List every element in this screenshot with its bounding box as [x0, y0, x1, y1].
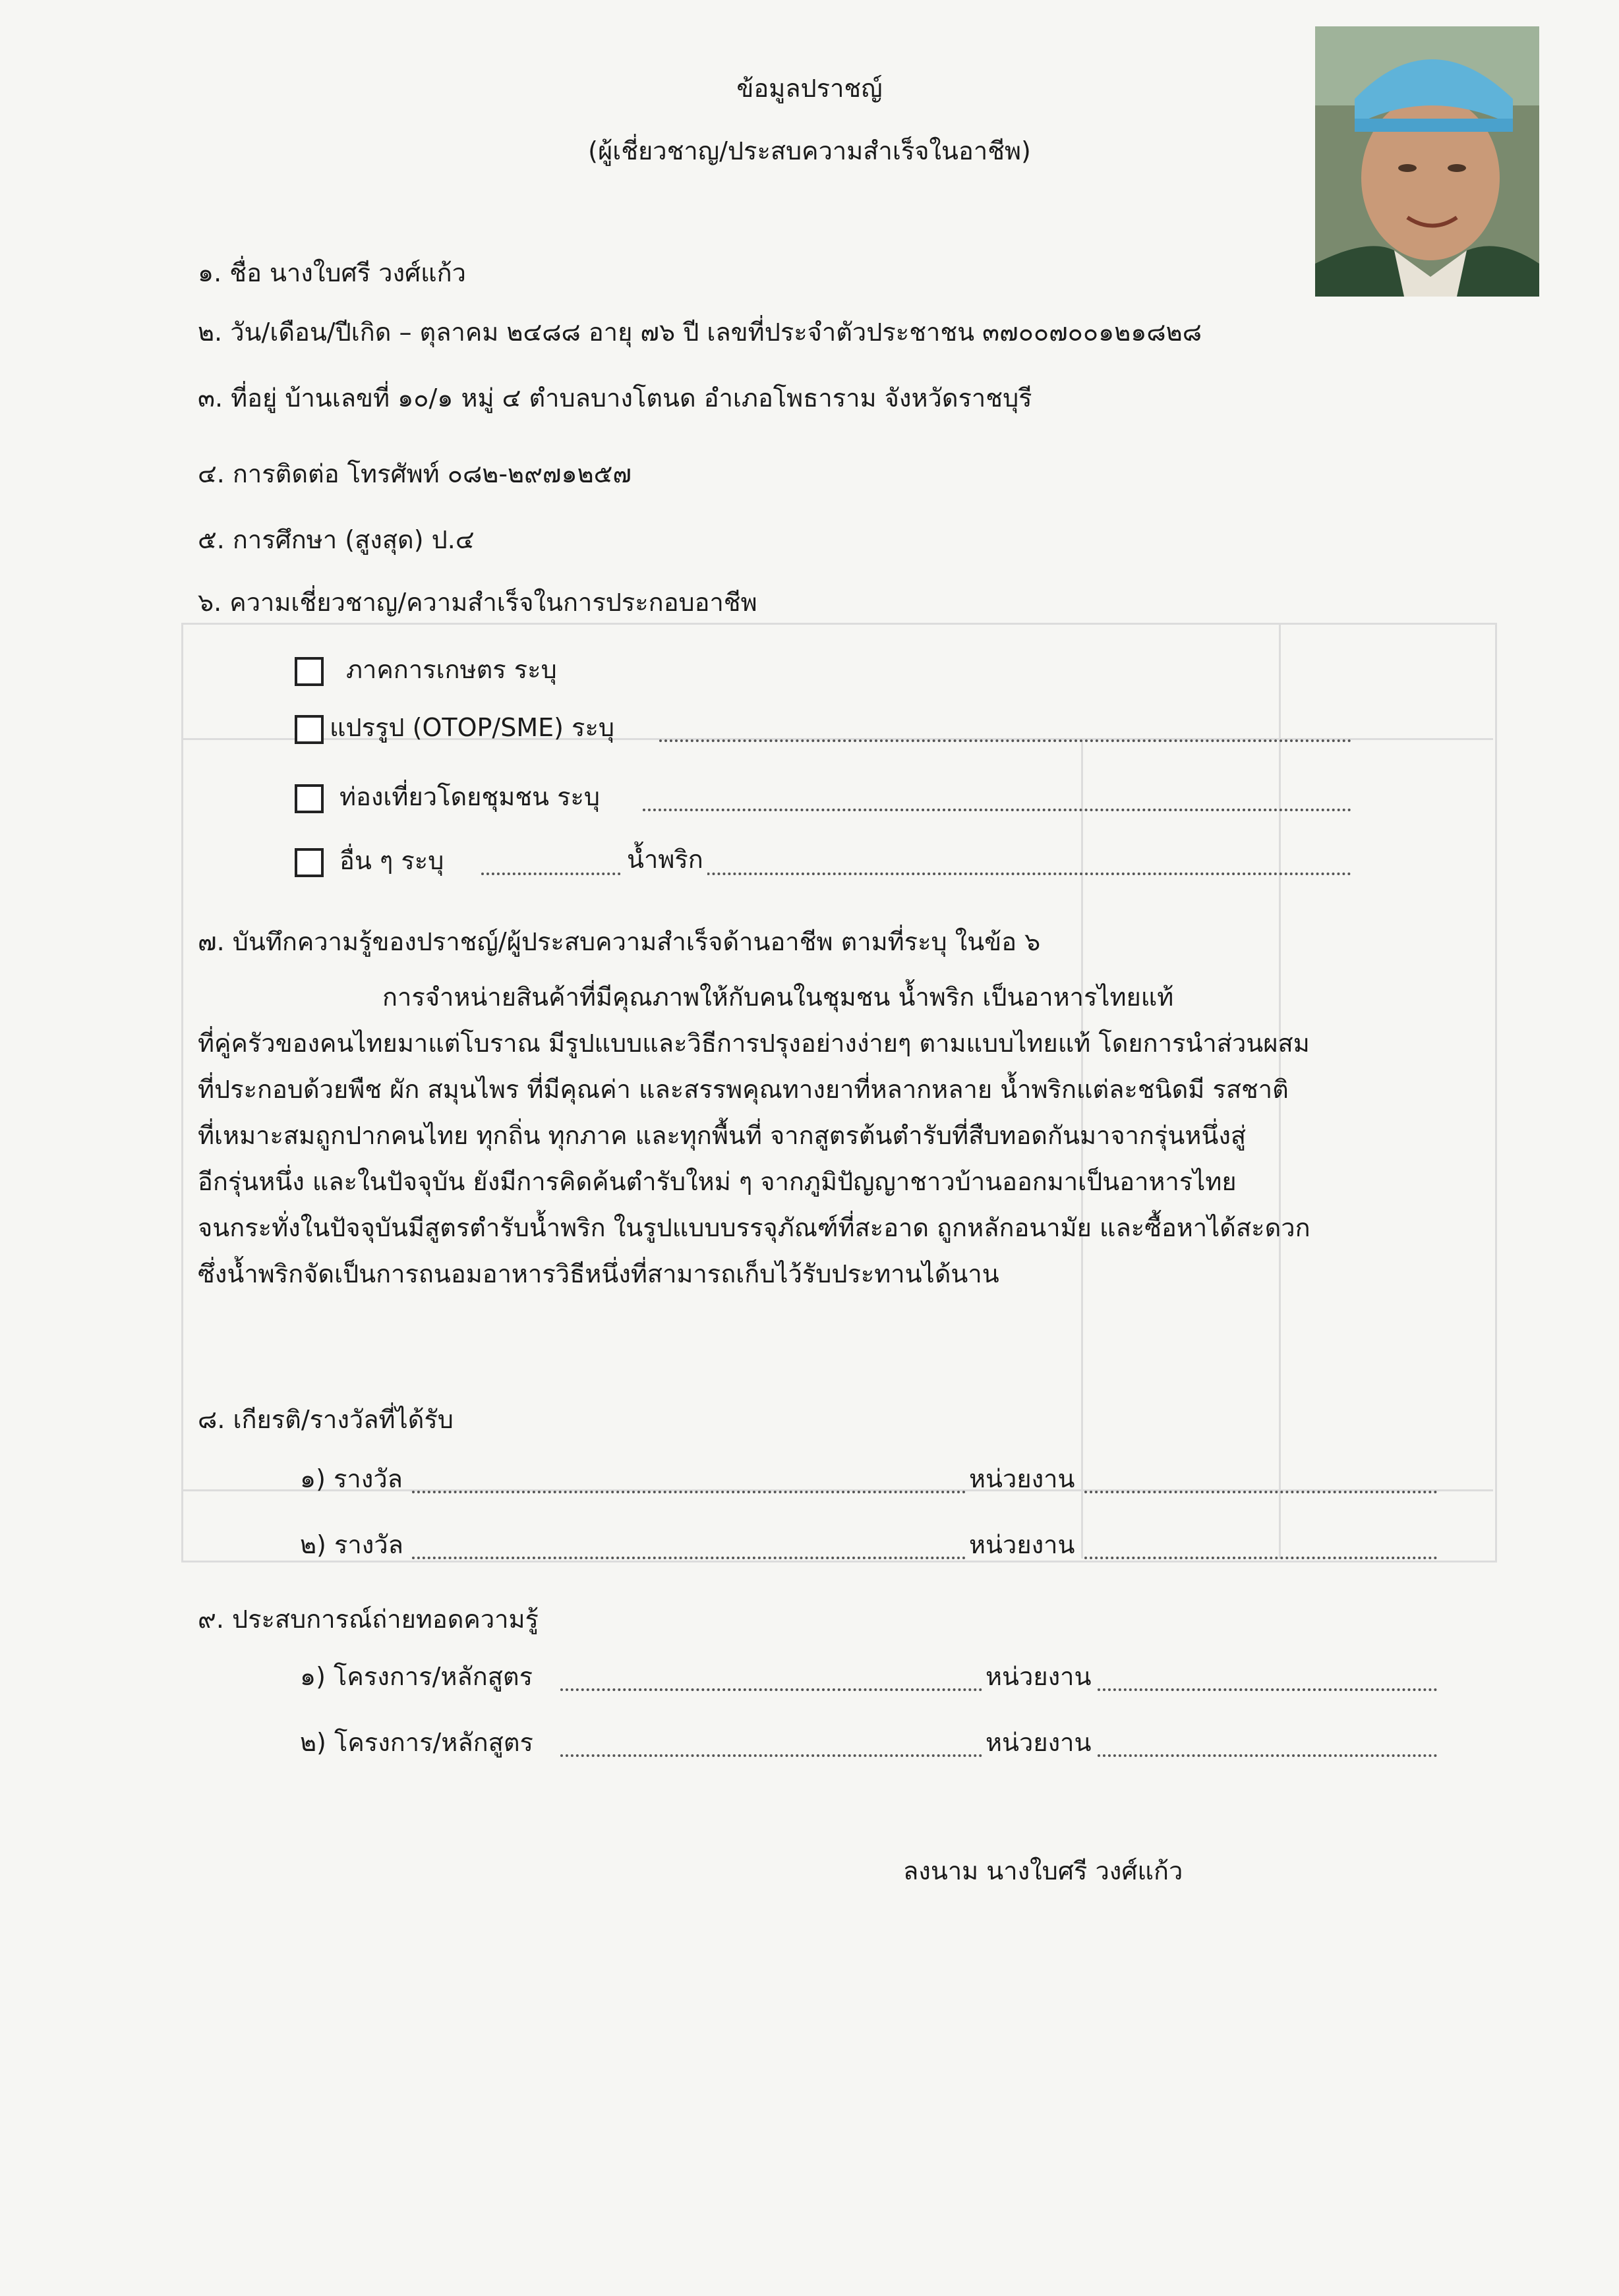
knowledge-text: [198, 974, 1450, 1297]
transfer-label: ๒) โครงการ/หลักสูตร: [300, 1728, 533, 1757]
knowledge-line: ที่ประกอบด้วยพืช ผัก สมุนไพร ที่มีคุณค่า และสรรพคุณทางยาที่หลากหลาย น้ำพริกแต่ละชนิดมี รสชาติ: [198, 1075, 1289, 1104]
checkbox[interactable]: [295, 657, 324, 686]
document-title: ข้อมูลปราชญ์: [736, 74, 883, 103]
checkbox[interactable]: [295, 784, 324, 813]
fill-line: [560, 1688, 982, 1691]
knowledge-line: ซึ่งน้ำพริกจัดเป็นการถนอมอาหารวิธีหนึ่งที่สามารถเก็บไว้รับประทานได้นาน: [198, 1259, 999, 1288]
fill-line: [1098, 1688, 1437, 1691]
field-name: ๑. ชื่อ นางใบศรี วงศ์แก้ว: [198, 258, 466, 287]
fill-line: [412, 1557, 966, 1559]
knowledge-line: ที่เหมาะสมถูกปากคนไทย ทุกถิ่น ทุกภาค และทุกพื้นที่ จากสูตรต้นตำรับที่สืบทอดกันมาจากรุ่นหนึ่งสู่: [198, 1121, 1247, 1150]
agency-label: หน่วยงาน: [969, 1530, 1075, 1559]
knowledge-line: จนกระทั่งในปัจจุบันมีสูตรตำรับน้ำพริก ในรูปแบบบรรจุภัณฑ์ที่สะอาด ถูกหลักอนามัย และซื้อหาได้สะดวก: [198, 1213, 1310, 1242]
fill-line: [1084, 1557, 1437, 1559]
award-label: ๒) รางวัล: [300, 1530, 403, 1559]
awards-heading: ๘. เกียรติ/รางวัลที่ได้รับ: [198, 1405, 454, 1434]
option-label: แปรรูป (OTOP/SME) ระบุ: [330, 713, 614, 742]
fill-line: [1084, 1491, 1437, 1493]
fill-line: [643, 809, 1351, 811]
field-education: ๕. การศึกษา (สูงสุด) ป.๔: [198, 525, 475, 554]
option-label: อื่น ๆ ระบุ: [339, 846, 444, 875]
field-address: ๓. ที่อยู่ บ้านเลขที่ ๑๐/๑ หมู่ ๔ ตำบลบางโตนด อำเภอโพธาราม จังหวัดราชบุรี: [198, 384, 1032, 413]
field-contact: ๔. การติดต่อ โทรศัพท์ ๐๘๒-๒๙๗๑๒๕๗: [198, 459, 632, 488]
transfer-heading: ๙. ประสบการณ์ถ่ายทอดความรู้: [198, 1605, 539, 1634]
fill-line: [1098, 1754, 1437, 1757]
option-label: ท่องเที่ยวโดยชุมชน ระบุ: [339, 782, 601, 811]
option-value: น้ำพริก: [623, 844, 707, 875]
checkbox[interactable]: [295, 715, 324, 744]
field-expertise-heading: ๖. ความเชี่ยวชาญ/ความสำเร็จในการประกอบอาชีพ: [198, 588, 757, 617]
knowledge-line: ที่คู่ครัวของคนไทยมาแต่โบราณ มีรูปแบบและวิธีการปรุงอย่างง่ายๆ ตามแบบไทยแท้ โดยการนำส่วนผสม: [198, 1029, 1310, 1058]
transfer-label: ๑) โครงการ/หลักสูตร: [300, 1662, 533, 1691]
agency-label: หน่วยงาน: [969, 1464, 1075, 1493]
agency-label: หน่วยงาน: [986, 1662, 1092, 1691]
checkbox[interactable]: [295, 848, 324, 877]
fill-line: [481, 873, 1351, 875]
knowledge-line: อีกรุ่นหนึ่ง และในปัจจุบัน ยังมีการคิดค้นตำรับใหม่ ๆ จากภูมิปัญญาชาวบ้านออกมาเป็นอาหารไทย: [198, 1167, 1237, 1196]
field-birthdate-id: ๒. วัน/เดือน/ปีเกิด – ตุลาคม ๒๔๘๘ อายุ ๗๖ ปี เลขที่ประจำตัวประชาชน ๓๗๐๐๗๐๐๑๒๑๘๒๘: [198, 318, 1202, 347]
knowledge-line: การจำหน่ายสินค้าที่มีคุณภาพให้กับคนในชุมชน น้ำพริก เป็นอาหารไทยแท้: [382, 983, 1174, 1012]
fill-line: [560, 1754, 982, 1757]
fill-line: [412, 1491, 966, 1493]
option-label: ภาคการเกษตร ระบุ: [346, 655, 557, 684]
agency-label: หน่วยงาน: [986, 1728, 1092, 1757]
knowledge-heading: ๗. บันทึกความรู้ของปราชญ์/ผู้ประสบความสำเร็จด้านอาชีพ ตามที่ระบุ ในข้อ ๖: [198, 927, 1041, 956]
fill-line: [659, 739, 1351, 742]
signature-line: ลงนาม นางใบศรี วงศ์แก้ว: [903, 1856, 1183, 1885]
award-label: ๑) รางวัล: [300, 1464, 403, 1493]
document-subtitle: (ผู้เชี่ยวชาญ/ประสบความสำเร็จในอาชีพ): [588, 136, 1031, 165]
